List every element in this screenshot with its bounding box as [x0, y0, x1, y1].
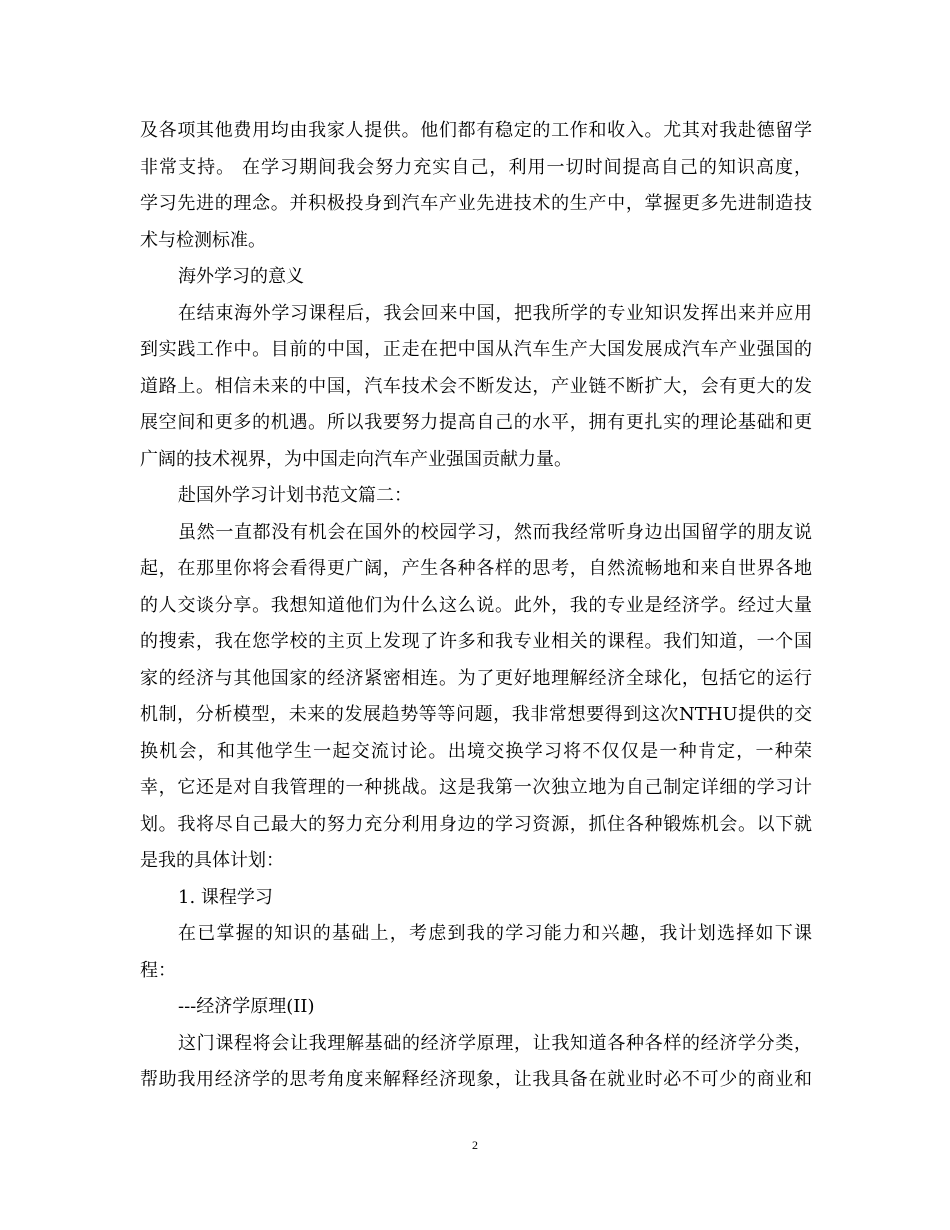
- text-line: 程：: [140, 959, 176, 981]
- text-line: 学习先进的理念。并积极投身到汽车产业先进技术的生产中，掌握更多先进制造技: [140, 193, 812, 214]
- section-heading: 1. 课程学习: [178, 886, 273, 908]
- text-line: 起，在那里你将会看得更广阔，产生各种各样的思考，自然流畅地和来自世界各地: [140, 558, 812, 579]
- text-line: 道路上。相信未来的中国，汽车技术会不断发达，产业链不断扩大，会有更大的发: [140, 375, 812, 397]
- text-line: 是我的具体计划：: [140, 850, 284, 871]
- text-line: 在结束海外学习课程后，我会回来中国，把我所学的专业知识发挥出来并应用: [178, 302, 812, 324]
- section-heading: 海外学习的意义: [178, 266, 304, 287]
- text-line: 术与检测标准。: [140, 229, 266, 251]
- text-line: 这门课程将会让我理解基础的经济学原理，让我知道各种各样的经济学分类，: [178, 1032, 812, 1054]
- text-line: 划。我将尽自己最大的努力充分利用身边的学习资源，抓住各种锻炼机会。以下就: [140, 813, 812, 835]
- text-line: 换机会，和其他学生一起交流讨论。出境交换学习将不仅仅是一种肯定，一种荣: [140, 740, 812, 762]
- text-line: 的搜索，我在您学校的主页上发现了许多和我专业相关的课程。我们知道，一个国: [140, 631, 812, 652]
- text-line: 展空间和更多的机遇。所以我要努力提高自己的水平，拥有更扎实的理论基础和更: [140, 412, 812, 433]
- text-line: 幸，它还是对自我管理的一种挑战。这是我第一次独立地为自己制定详细的学习计: [140, 777, 812, 798]
- course-title: ---经济学原理(II): [178, 996, 315, 1017]
- page-number: 2: [472, 1138, 478, 1152]
- text-line: 机制，分析模型，未来的发展趋势等等问题，我非常想要得到这次NTHU提供的交: [140, 704, 812, 725]
- text-line: 的人交谈分享。我想知道他们为什么这么说。此外，我的专业是经济学。经过大量: [140, 594, 812, 616]
- text-line: 帮助我用经济学的思考角度来解释经济现象，让我具备在就业时必不可少的商业和: [140, 1069, 812, 1090]
- section-heading: 赴国外学习计划书范文篇二：: [178, 485, 412, 506]
- text-line: 到实践工作中。目前的中国，正走在把中国从汽车生产大国发展成汽车产业强国的: [140, 339, 812, 360]
- text-line: 非常支持。 在学习期间我会努力充实自己，利用一切时间提高自己的知识高度，: [140, 156, 812, 178]
- text-line: 虽然一直都没有机会在国外的校园学习，然而我经常听身边出国留学的朋友说: [178, 521, 812, 543]
- text-line: 广阔的技术视界，为中国走向汽车产业强国贡献力量。: [140, 448, 572, 470]
- text-line: 在已掌握的知识的基础上，考虑到我的学习能力和兴趣，我计划选择如下课: [178, 923, 812, 944]
- text-line: 及各项其他费用均由我家人提供。他们都有稳定的工作和收入。尤其对我赴德留学: [140, 120, 812, 141]
- text-line: 家的经济与其他国家的经济紧密相连。为了更好地理解经济全球化，包括它的运行: [140, 667, 812, 689]
- document-body: [140, 113, 812, 1099]
